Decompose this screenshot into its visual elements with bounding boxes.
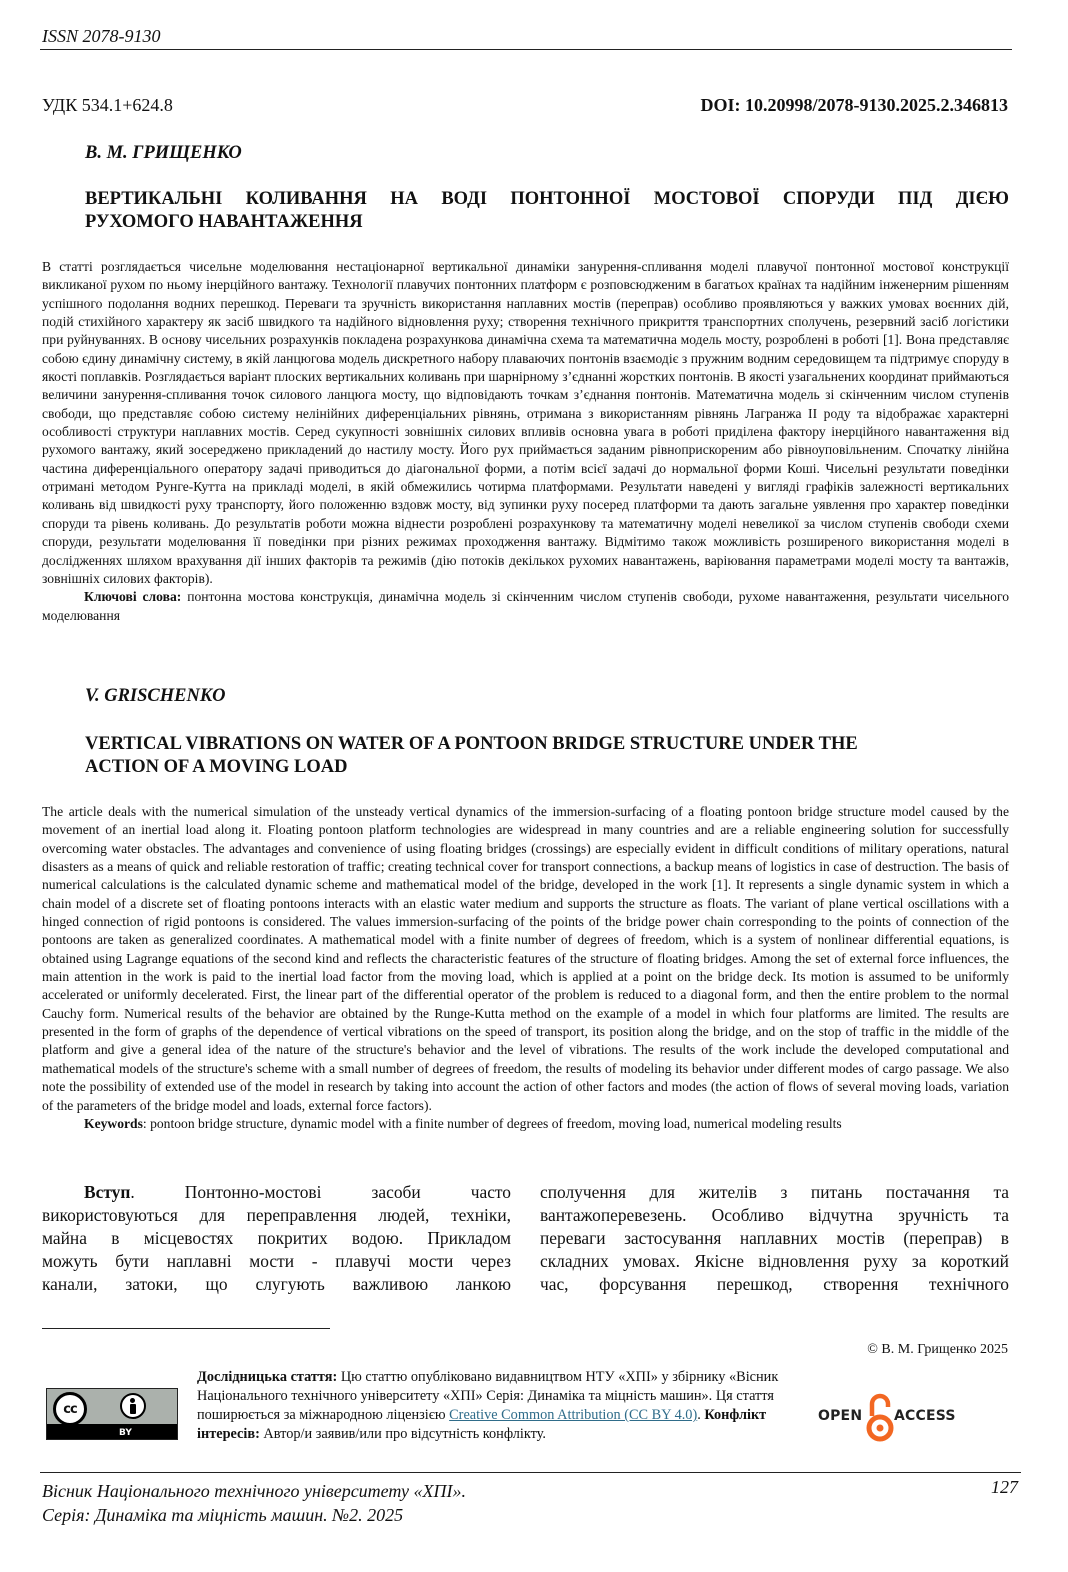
body-line: вантажоперевезень. Особливо відчутна зручність та — [540, 1205, 1009, 1225]
access-label: ACCESS — [894, 1408, 956, 1424]
keywords-english — [42, 1115, 1009, 1133]
title-english — [85, 733, 985, 779]
keywords-text: : pontoon bridge structure, dynamic model with a finite number of degrees of freedom, moving load, numerical modeling results — [142, 1115, 842, 1131]
body-line: можуть бути наплавні мости - плавучі мости через — [42, 1251, 511, 1271]
abstract-ukrainian-text: В статті розглядається чисельне моделювання нестаціонарної вертикальної динаміки занурення-спливання моделі плавучої понтонної мостової конструкції викликаної рухом по ньому інерційного вантажу. Технології плавучих понтонних платформ є розповсюдженим в багатьох країнах та надійним інженерним рішенням успішного подолання водних перешкод. Переваги та зручність використання наплавних мостів (переправ) особливо проявляються у важких умовах воєнних дій, подій стихійного характеру як засіб швидкого та надійного відновлення руху; створення технічного прикриття транспортних сполучень, резервний засіб логістики при руйнуваннях. В основу чисельних розрахунків покладена розрахункова динамічна схема та математична модель мосту, розроблені в роботі [1]. Вона представляє собою єдину динамічну систему, в якій ланцюгова модель дискретного набору плаваючих понтонів взаємодіє з пружним водним середовищем та підтримує споруду в якості поплавків. Розглядається варіант плоских вертикальних коливань при шарнірному з’єднанні жорстких понтонів. В якості узагальнених координат приймаються величини занурення-спливання точок силового ланцюга мосту, що відповідають точкам з’єднання понтонів. Математична модель зі скінченним числом ступенів свободи, що представляє собою систему нелінійних диференціальних рівнянь, отримана з використанням рівнянь Лагранжа ІІ роду та відображає характерні особливості структури наплавних мостів. Серед сукупності зовнішніх силових впливів основна увага в роботі приділена фактору інерційного навантаження від рухомого вантажу, який зосереджено прикладений до настилу мосту. Його рух приймається заданим рівноприскореним або рівноуповільненим. Спочатку лінійна частина диференціального оператору задачі приводиться до діагональної форми, а потім всієї задачі до нормальної форми Коші. Чисельні результати поведінки отримані методом Рунге-Кутта на прикладі моделі, в якій обмежились чотирма платформами. Результати наведені у вигляді графіків залежності вертикальних коливань від швидкості руху транспорту, його положенню вздовж мосту, від зупинки руху посеред платформи та дають загальне уявлення про характер поведінки споруди та рівень коливань. До результатів роботи можна віднести розроблені розрахункову та математичну моделі невеликої за числом ступенів свободи схеми споруди, результати моделювання її поведінки при різних режимах проходження вантажу. Відмітимо також можливість розширеного використання моделі в дослідженнях шляхом врахування дії інших факторів та режимів (дію потоків декількох рухомих навантажень, варіювання параметрами моделі мосту та вантажів, зовнішніх силових факторів). — [42, 259, 1009, 586]
title-english-line1: VERTICAL VIBRATIONS ON WATER OF A PONTOON BRIDGE STRUCTURE UNDER THE — [85, 734, 858, 754]
keywords-ukrainian — [42, 588, 1009, 625]
abstract-ukrainian — [42, 258, 1009, 625]
author-ukrainian: В. М. ГРИЩЕНКО — [85, 143, 242, 163]
issn: ISSN 2078-9130 — [42, 26, 161, 46]
body-line: складних умовах. Якісне відновлення руху за короткий — [540, 1251, 1009, 1271]
keywords-label: Ключові слова: — [84, 589, 182, 605]
title-ukrainian-line2: РУХОМОГО НАВАНТАЖЕННЯ — [85, 212, 363, 232]
doi[interactable]: DOI: 10.20998/2078-9130.2025.2.346813 — [700, 95, 1008, 115]
body-line: переваги застосування наплавних мостів (переправ) в — [540, 1228, 1009, 1248]
body-line: час, форсування перешкод, створення технічного — [540, 1274, 1009, 1294]
body-line: сполучення для жителів з питань постачання та — [540, 1182, 1009, 1202]
journal-footer — [42, 1479, 466, 1527]
intro-heading: Вступ — [84, 1182, 131, 1202]
journal-series: Серія: Динаміка та міцність машин. №2. 2025 — [42, 1505, 404, 1525]
abstract-english-text: The article deals with the numerical simulation of the unsteady vertical dynamics of the immersion-surfacing of a floating pontoon bridge structure model caused by the movement of an inertial load along it. Floating pontoon platform technologies are widespread in many countries and are a reliable engineering solution for successfully overcoming water obstacles. The advantages and convenience of using floating bridges (crossings) are especially evident in difficult conditions of military operations, natural disasters as a means of quick and reliable restoration of traffic; creating technical cover for transport connections, a backup means of logistics in case of destruction. The basis of numerical calculations is the calculated dynamic scheme and mathematical model of the bridge, developed in the work [1]. It represents a single dynamic system in which a chain model of a discrete set of floating pontoons interacts with an elastic water medium and supports the structure as floats. The variant of plane vertical oscillations with a hinged connection of rigid pontoons is considered. The values immersion-surfacing of the points of the bridge power chain corresponding to the points of connection of the pontoons are taken as generalized coordinates. A mathematical model with a finite number of degrees of freedom, which is a system of nonlinear differential equations, is obtained using Lagrange equations of the second kind and reflects the characteristic features of the structure of floating bridges. Among the set of external force influences, the main attention in the work is paid to the inertial load factor from the moving load, which is applied at a point on the bridge deck. Its motion is assumed to be uniformly accelerated or uniformly decelerated. First, the linear part of the differential operator of the problem is reduced to a diagonal form, and then the entire problem to the normal Cauchy form. Numerical results of the behavior are obtained by the Runge-Kutta method on the example of a model in which four platforms are limited. The results are presented in the form of graphs of the dependence of vertical vibrations on the speed of transport, its position along the bridge, and on the stop of traffic in the middle of the platform and give a general idea of the nature of the structure's behavior and the level of vibrations. The results of the work include the developed computational and mathematical models of the structure's scheme with a small number of degrees of freedom, the results of modeling its behavior under different modes of cargo passage. We also note the possibility of extended use of the model in research by taking into account the action of other factors and modes (the action of flows of several moving loads, variation of the parameters of the bridge model and loads, external force factors). — [42, 804, 1009, 1113]
title-english-line2: ACTION OF A MOVING LOAD — [85, 757, 348, 777]
body-column-left — [42, 1181, 511, 1296]
body-line: Вступ. Понтонно-мостові засоби часто — [84, 1182, 511, 1202]
footer-rule — [40, 1472, 1021, 1473]
journal-name: Вісник Національного технічного університету «ХПІ». — [42, 1481, 466, 1501]
title-ukrainian-line1: ВЕРТИКАЛЬНІ КОЛИВАННЯ НА ВОДІ ПОНТОННОЇ МОСТОВОЇ СПОРУДИ ПІД ДІЄЮ — [85, 189, 1009, 209]
open-access-logo — [816, 1394, 956, 1446]
copyright: © В. М. Грищенко 2025 — [867, 1342, 1008, 1357]
body-line: канали, затоки, що слугують важливою ланкою — [42, 1274, 511, 1294]
open-label: OPEN — [818, 1408, 863, 1424]
license-statement: Дослідницька стаття: Цю статтю опубліковано видавництвом НТУ «ХПІ» у збірнику «Вісник Національного технічного університету «ХПІ» Серія: Динаміка та міцність машин». Ця стаття поширюється за міжнародною ліцензією Creative Common Attribution (CC BY 4.0). Конфлікт інтересів: Автор/и заявив/или про відсутність конфлікту. — [197, 1369, 779, 1442]
license-link[interactable]: Creative Common Attribution (CC BY 4.0) — [449, 1407, 698, 1423]
body-column-right — [540, 1181, 1009, 1296]
by-label: BY — [119, 1428, 132, 1438]
open-lock-icon — [866, 1390, 894, 1446]
title-ukrainian — [85, 188, 1009, 234]
footnote-rule — [42, 1328, 330, 1329]
page-number: 127 — [991, 1477, 1018, 1497]
keywords-text: понтонна мостова конструкція, динамічна модель зі скінченним числом ступенів свободи, рухоме навантаження, результати чисельного моделювання — [42, 589, 1009, 623]
body-line: майна в місцевостях покритих водою. Прикладом — [42, 1228, 511, 1248]
body-line: використовуються для переправлення людей, техніки, — [42, 1205, 511, 1225]
license-label: Дослідницька стаття: — [197, 1369, 338, 1385]
cc-by-license-badge[interactable] — [46, 1388, 178, 1440]
abstract-english — [42, 803, 1009, 1133]
conflict-label: Конфлікт інтересів: — [197, 1407, 767, 1442]
header-rule — [40, 49, 1012, 50]
author-english: V. GRISCHENKO — [85, 686, 226, 706]
udk-code: УДК 534.1+624.8 — [42, 95, 173, 115]
cc-icon: cc — [53, 1392, 87, 1426]
attribution-person-icon — [120, 1393, 146, 1419]
keywords-label: Keywords — [84, 1115, 143, 1131]
